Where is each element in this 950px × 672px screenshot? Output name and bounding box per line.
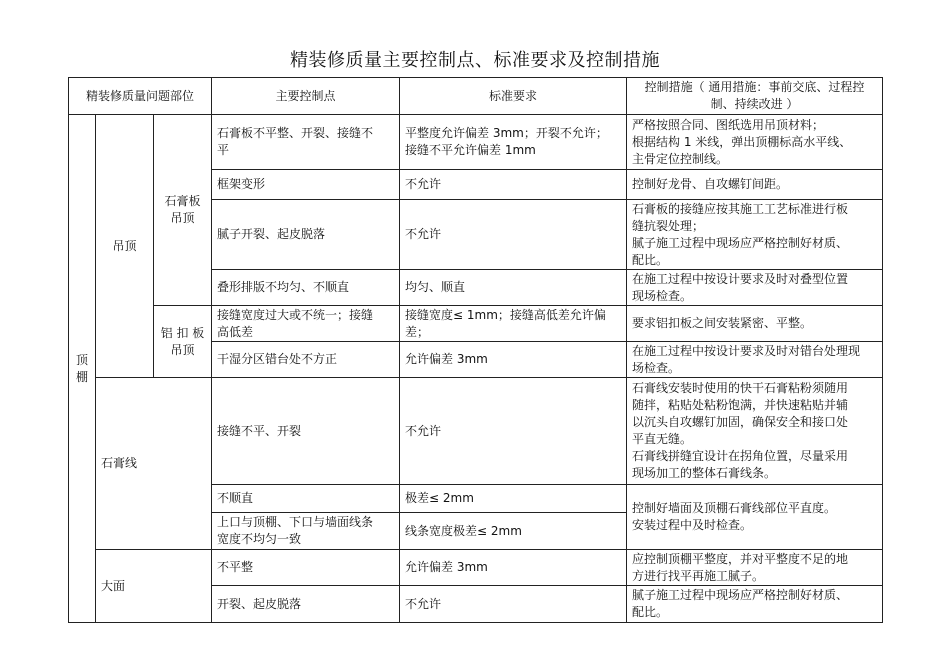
group-aluminum: 铝 扣 板 吊顶: [154, 306, 212, 378]
table-row: [69, 550, 883, 586]
table-row: [69, 378, 883, 485]
table-row: [69, 306, 883, 342]
group-suspended: 吊顶: [96, 115, 154, 378]
group-ceiling: 顶 棚: [69, 115, 96, 623]
control-point: 干湿分区错台处不方正: [212, 342, 400, 378]
control-measure: 严格按照合同、图纸选用吊顶材料； 根据结构 1 米线，弹出顶棚标高水平线、 主骨定位控制线。: [627, 115, 883, 170]
group-surface: 大面: [96, 550, 212, 623]
standard-requirement: 平整度允许偏差 3mm；开裂不允许； 接缝不平允许偏差 1mm: [400, 115, 627, 170]
control-point: 腻子开裂、起皮脱落: [212, 200, 400, 270]
control-point: 石膏板不平整、开裂、接缝不 平: [212, 115, 400, 170]
header-standard: 标准要求: [400, 78, 627, 115]
control-measure: 应控制顶棚平整度，并对平整度不足的地 方进行找平再施工腻子。: [627, 550, 883, 586]
standard-requirement: 不允许: [400, 170, 627, 200]
control-measure: 腻子施工过程中现场应严格控制好材质、 配比。: [627, 586, 883, 623]
group-gypsum-line: 石膏线: [96, 378, 212, 550]
control-point: 开裂、起皮脱落: [212, 586, 400, 623]
control-point: 上口与顶棚、下口与墙面线条 宽度不均匀一致: [212, 513, 400, 550]
standard-requirement: 不允许: [400, 586, 627, 623]
standard-requirement: 接缝宽度≤ 1mm；接缝高低差允许偏 差；: [400, 306, 627, 342]
standard-requirement: 均匀、顺直: [400, 270, 627, 306]
control-point: 接缝不平、开裂: [212, 378, 400, 485]
header-row: [69, 78, 883, 115]
control-measure: 石膏板的接缝应按其施工工艺标准进行板 缝抗裂处理； 腻子施工过程中现场应严格控制好材质、 配比。: [627, 200, 883, 270]
control-measure: 石膏线安装时使用的快干石膏粘粉须随用 随拌，粘贴处粘粉饱满，并快速粘贴并辅 以沉头自攻螺钉加固，确保安全和接口处 平直无缝。 石膏线拼缝宜设计在拐角位置，尽量采用 现场加工的整体石膏线条。: [627, 378, 883, 485]
control-point: 不顺直: [212, 485, 400, 513]
standard-requirement: 不允许: [400, 378, 627, 485]
standard-requirement: 不允许: [400, 200, 627, 270]
control-point: 接缝宽度过大或不统一；接缝 高低差: [212, 306, 400, 342]
control-point: 不平整: [212, 550, 400, 586]
standard-requirement: 极差≤ 2mm: [400, 485, 627, 513]
control-measure: 控制好龙骨、自攻螺钉间距。: [627, 170, 883, 200]
control-measure: 在施工过程中按设计要求及时对错台处理现 场检查。: [627, 342, 883, 378]
standard-requirement: 线条宽度极差≤ 2mm: [400, 513, 627, 550]
page-title: 精装修质量主要控制点、标准要求及控制措施: [290, 50, 660, 71]
control-measure: 在施工过程中按设计要求及时对叠型位置 现场检查。: [627, 270, 883, 306]
header-points: 主要控制点: [212, 78, 400, 115]
control-measure: 要求铝扣板之间安装紧密、平整。: [627, 306, 883, 342]
group-gypsum-board: 石膏板 吊顶: [154, 115, 212, 306]
header-measures: 控制措施（ 通用措施：事前交底、过程控 制、持续改进 ）: [627, 78, 883, 115]
quality-control-table: [68, 77, 883, 623]
standard-requirement: 允许偏差 3mm: [400, 550, 627, 586]
table-row: [69, 115, 883, 170]
control-point: 叠形排版不均匀、不顺直: [212, 270, 400, 306]
control-measure: 控制好墙面及顶棚石膏线部位平直度。 安装过程中及时检查。: [627, 485, 883, 550]
header-part: 精装修质量问题部位: [69, 78, 212, 115]
control-point: 框架变形: [212, 170, 400, 200]
standard-requirement: 允许偏差 3mm: [400, 342, 627, 378]
